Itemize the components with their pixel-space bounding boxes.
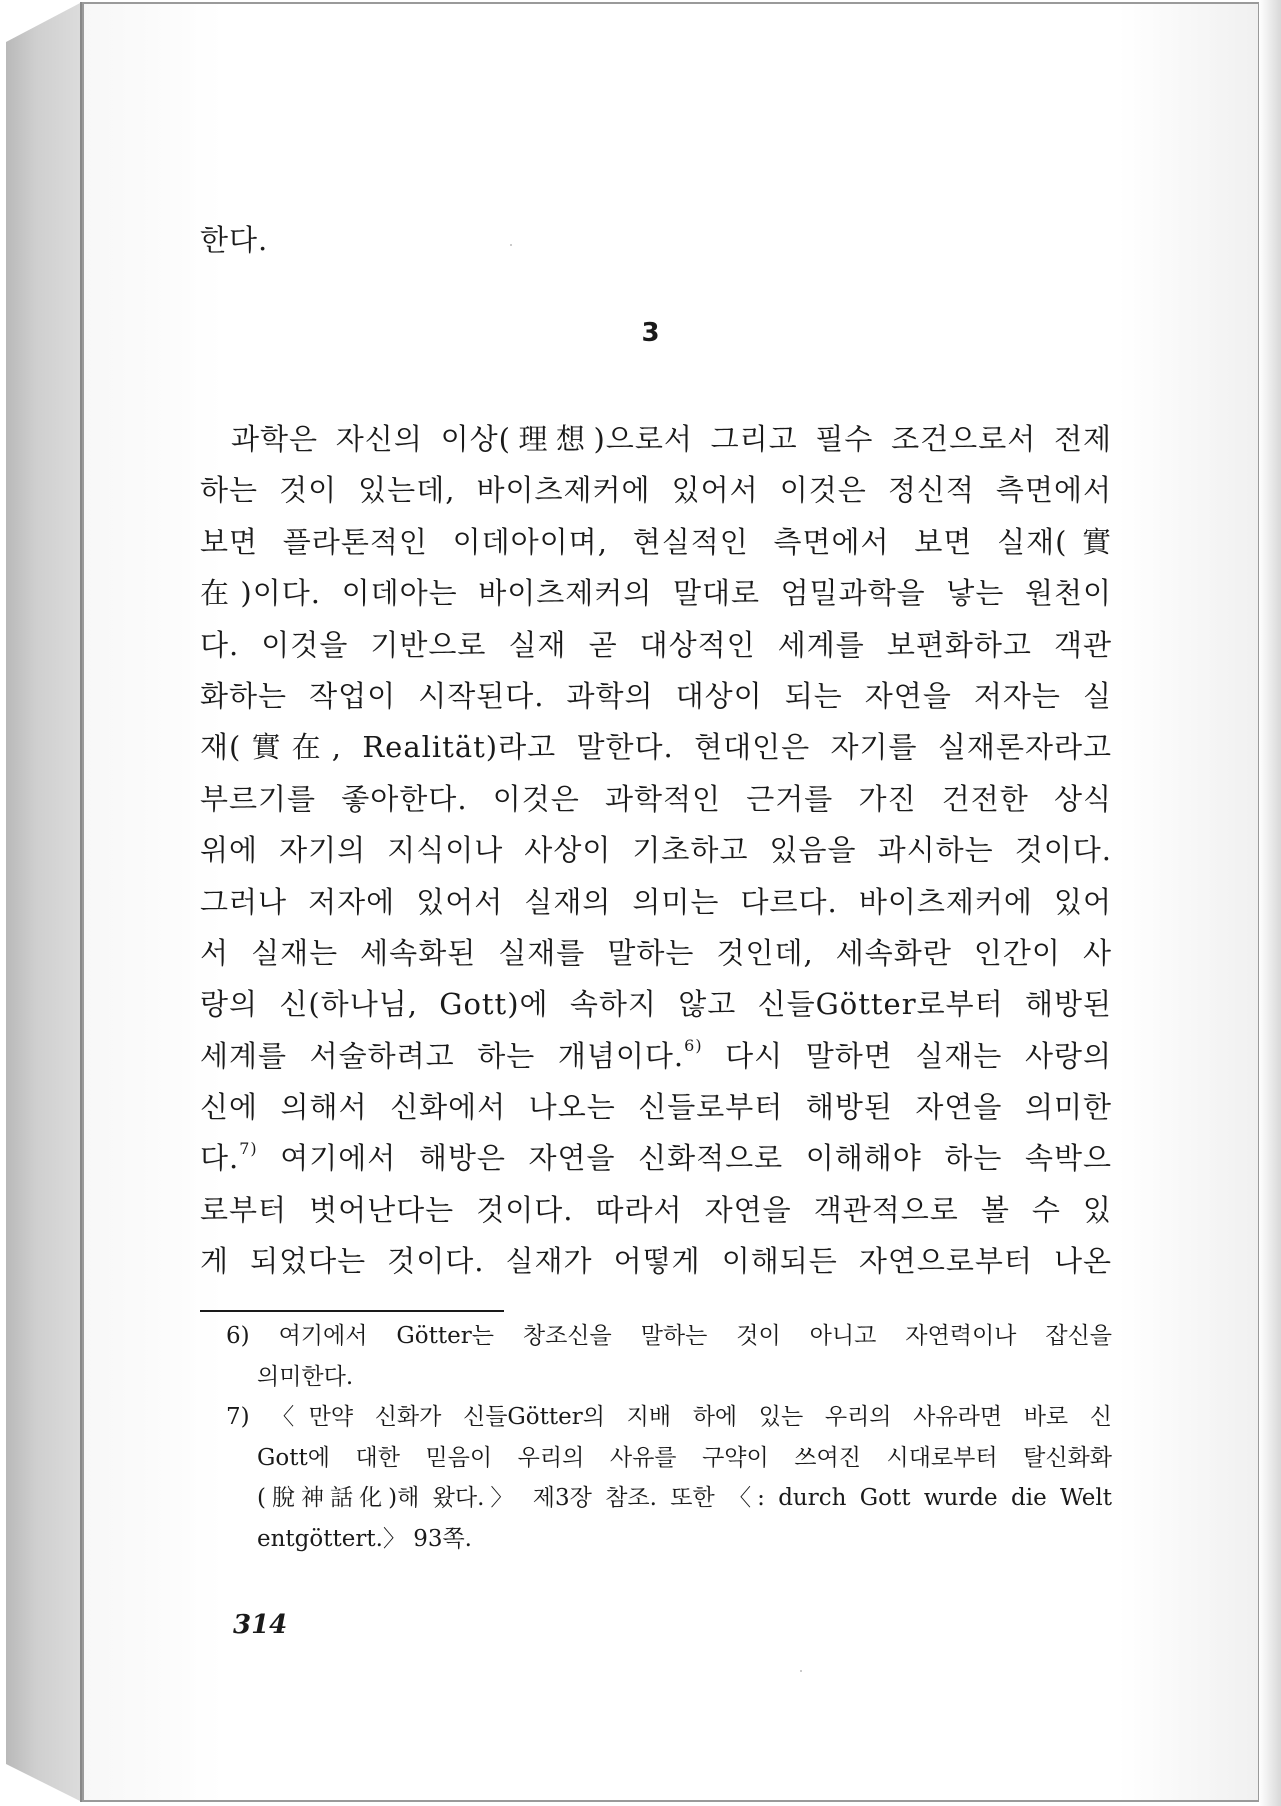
- footnote-text: 〈만약 신화가 신들Götter의 지배 하에 있는 우리의 사유라면 바로 신: [271, 1404, 1113, 1430]
- page-number: 314: [233, 1610, 288, 1640]
- paragraph-line: 게 되었다는 것이다. 실재가 어떻게 이해되든 자연으로부터 나온: [200, 1244, 1112, 1279]
- paragraph-line-part: 다시 말하면 실재는 사랑의: [725, 1038, 1113, 1073]
- paragraph-line: 과학은 자신의 이상(理想)으로서 그리고 필수 조건으로서 전제: [231, 422, 1112, 456]
- paragraph-line: 서 실재는 세속화된 실재를 말하는 것인데, 세속화란 인간이 사: [200, 935, 1112, 970]
- page-speck: [510, 244, 512, 246]
- paragraph-line-part: 세계를 서술하려고 하는 개념이다.: [200, 1038, 685, 1073]
- footnote-ref-7: 7): [239, 1138, 258, 1158]
- paragraph-line: 위에 자기의 지식이나 사상이 기초하고 있음을 과시하는 것이다.: [200, 833, 1112, 868]
- paragraph-line: 로부터 벗어난다는 것이다. 따라서 자연을 객관적으로 볼 수 있: [200, 1192, 1112, 1227]
- footnote-text: Gott에 대한 믿음이 우리의 사유를 구약이 쓰여진 시대로부터 탈신화화: [257, 1444, 1112, 1471]
- footnote-number: 7): [226, 1404, 250, 1430]
- footnote-divider: [200, 1310, 504, 1312]
- paragraph-line: [200, 1133, 1112, 1184]
- paragraph-line: [200, 1031, 1112, 1082]
- continuation-text: 한다.: [200, 223, 269, 257]
- section-number: 3: [641, 318, 660, 348]
- footnote-6: [226, 1316, 1112, 1357]
- paragraph-line-part: 다.: [200, 1141, 240, 1176]
- paragraph-line: 부르기를 좋아한다. 이것은 과학적인 근거를 가진 건전한 상식: [200, 781, 1112, 816]
- paragraph-line: 다. 이것을 기반으로 실재 곧 대상적인 세계를 보편화하고 객관: [200, 627, 1112, 662]
- body-paragraph: [200, 414, 1112, 1288]
- paragraph-line: 재(實在, Realität)라고 말한다. 현대인은 자기를 실재론자라고: [200, 730, 1112, 765]
- footnote-ref-6: 6): [684, 1036, 703, 1056]
- footnote-text: (脫神話化)해 왔다.〉 제3장 참조. 또한 〈: durch Gott wurde die Welt: [257, 1485, 1112, 1511]
- footnote-text: entgöttert.〉 93쪽.: [257, 1525, 472, 1552]
- footnotes: [226, 1316, 1112, 1559]
- book-spine: [6, 2, 82, 1802]
- paragraph-line: 랑의 신(하나님, Gott)에 속하지 않고 신들Götter로부터 해방된: [200, 987, 1112, 1022]
- paragraph-line: 보면 플라톤적인 이데아이며, 현실적인 측면에서 보면 실재(實: [200, 524, 1112, 559]
- paragraph-line: 在)이다. 이데아는 바이츠제커의 말대로 엄밀과학을 낳는 원천이: [200, 576, 1112, 611]
- paragraph-line: 그러나 저자에 있어서 실재의 의미는 다르다. 바이츠제커에 있어: [200, 884, 1112, 919]
- paragraph-line-part: 여기에서 해방은 자연을 신화적으로 이해해야 하는 속박으: [280, 1141, 1112, 1176]
- paragraph-line: 화하는 작업이 시작된다. 과학의 대상이 되는 자연을 저자는 실: [200, 678, 1112, 713]
- footnote-7: [226, 1397, 1112, 1438]
- footnote-text: 여기에서 Götter는 창조신을 말하는 것이 아니고 자연력이나 잡신을: [278, 1323, 1112, 1349]
- footnote-number: 6): [226, 1323, 250, 1349]
- paragraph-line: 신에 의해서 신화에서 나오는 신들로부터 해방된 자연을 의미한: [200, 1090, 1112, 1125]
- page-shadow: [1259, 0, 1281, 1806]
- footnote-text: 의미한다.: [257, 1363, 354, 1390]
- paragraph-line: 하는 것이 있는데, 바이츠제커에 있어서 이것은 정신적 측면에서: [200, 473, 1112, 508]
- page-speck: [800, 1670, 802, 1672]
